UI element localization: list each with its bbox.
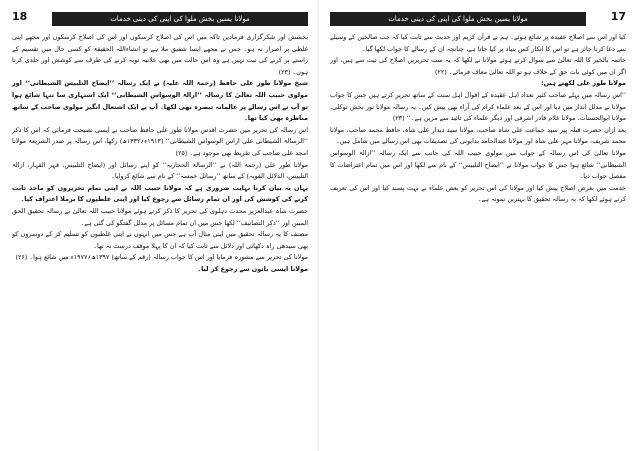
paragraph: مولانا تعالیٰ کی اس رسالہ کے جواب میں مولوی حبیب اللہ کی جانب سے ایک رسالہ ’’ازالۃ الوسواس الشیطانی‘‘ شائع ہوا جس کا جواب مولانا نے ’’ایضاح التلبیس‘‘ کے نام سے لکھا اور اس میں تمام اعتراضات کا مفصل جواب دیا۔ [330, 148, 626, 181]
left-page-header [12, 8, 308, 30]
paragraph: حضرت شاہ عبدالعزیز محدث دہلوی کی تحریر کا ذکر کرتے ہوئے مولانا حبیب اللہ تعالیٰ نے رسالہ تحقیق الحق المبین اور ’’ذکر التصانیف‘‘ لکھا جس میں ان تمام مسائل پر مدلل گفتگو کی گئی ہے۔ [12, 206, 308, 227]
book-gutter [317, 0, 319, 451]
paragraph: شیخ مولانا طور علی حافظ (رحمۃ اللہ علیہ) نے ایک رسالہ ’’ایضاح التلبیس الشیطانی‘‘ اور مولوی حبیب اللہ تعالیٰ کا رسالہ ’’ازالۃ الوسواس الشیطانی‘‘ ایک اشتہاری سا تنہا شائع ہوا تو آپ نے اس رسالے پر عالمانہ تبصرہ بھی لکھا۔ آپ نے ایک اشتعال انگیز مولوی صاحب کے ساتھ مناظرہ بھی کیا تھا۔ [12, 79, 308, 123]
paragraph: یہاں یہ بیان کرنا نہایت ضروری ہے کہ مولانا حبیب اللہ نے اپنی تمام تحریروں کو ماخذ ثابت کرنے کی کوشش کی اور ان تمام رسائل سے رجوع کیا اور اپنی غلطیوں کا برملا اعتراف کیا۔ [12, 183, 308, 204]
paragraph: بعد ازاں حضرت قبلہ پیر سید جماعت علی شاہ صاحب، مولانا سید دیدار علی شاہ، حافظ محمد صاحب، مولانا محمد شریف، مولانا مہر علی شاہ اور مولانا عبدالحامد بدایونی کی تصدیقات بھی اس رسالے میں شامل ہیں۔ [330, 125, 626, 146]
paragraph: مولانا کی تحریر سے مشورہ فرمایا اور اس کا جواب رسالہ (رقم کے ساتھ) ۱۳۹۷ھ؍۱۹۷۷ء میں شائع ہوا۔ (۲۶) [15, 253, 308, 262]
left-page [12, 8, 308, 444]
right-page [330, 8, 626, 444]
right-page-body [330, 32, 626, 444]
left-page-body [12, 32, 308, 444]
paragraph: کیا اور اس سے اصلاح عقیدہ پر شائع ہوئے۔ ہم نے قرآن کریم اور حدیث سے ثابت کیا کہ جب صالحین کے وسیلے سے دعا کرنا جائز ہے تو اس کا انکار کس بنیاد پر کیا جاتا ہے، چنانچہ ان کے رسالے کا جواب لکھا گیا۔ [330, 33, 626, 53]
right-running-header: مولانا یسین بخش ملوا کی اپنی کی دینی خدمات [330, 12, 586, 26]
paragraph: مصنف کا یہ رسالہ تحقیق میں اپنی مثال آپ ہے جس میں انہوں نے اپنی غلطیوں کو تسلیم کر کے دوسروں کو بھی سیدھی راہ دکھائی اور دلائل سے ثابت کیا کہ ان کا پہلا موقف درست نہ تھا۔ [12, 230, 308, 250]
paragraph: مولانا طور علی لکھتے ہیں: [541, 79, 626, 88]
paragraph: اس رسالہ کی تحریر میں حضرت اقدس مولانا طور علی حافظ صاحب نے ایسی نصیحت فرمائی کہ اس کا ذکر ’’الرسالۃ الشیطانی علی اراس الوسواس الشیطانی‘‘ (۱۹۱۳ء؍۱۳۳۲ھ) رکھا، اس رسالہ پر صدر الشریعۃ مولانا امجد علی صاحب کی تقریظ بھی موجود ہے۔ (۲۵) [12, 125, 308, 157]
right-page-number: 17 [610, 10, 626, 23]
paragraph: مولانا طور علی (رحمۃ اللہ) نے ’’الرسالۃ الحجازیہ‘‘ کو اپنے رسائل اور (ایضاح التلبیس، قہر القہار، ازالۃ التلبیس، الدلائل القویہ) کے ساتھ ’’رسائل خمسہ‘‘ کے نام سے شائع کروایا۔ [12, 160, 308, 181]
paragraph: بخشش اور شکرگزاری فرمادیں تاکہ میں اس کی اصلاح کرسکوں اور اس کی اصلاح کرسکوں اور مجھے اپنی غلطی پر اصرار نہ ہو۔ جس نے مجھے ایسا شفیق ملا ہے تو انشاءاللہ الحقیقۃ کو کسی حال میں تقسیم کے راستے پر کرنے کی نیت نہیں ہے وہ اس حالت میں بھی علانیہ توبہ کرنے کی طرف سے کوشش اور جلدی کرتا ہوں۔ (۲۳) [12, 33, 308, 76]
left-running-header: مولانا یسین بخش ملوا کی اپنی کی دینی خدمات [52, 12, 308, 26]
right-page-header [330, 8, 626, 30]
paragraph: مولانا ایسی باتوں سے رجوع کر لیا۔ [197, 264, 308, 273]
paragraph: خاتمہ بالخیر کا اللہ تعالیٰ سے سوال کرتے ہوئے مولانا نے لکھا کہ یہ سب تحریریں اصلاح کی نیت سے ہیں، اور اگر ان میں کوئی بات حق کے خلاف ہو تو اللہ تعالیٰ معاف فرمائے۔ (۲۲) [330, 56, 626, 76]
left-page-number: 18 [12, 10, 28, 23]
paragraph: خدمت میں بغرض اصلاح پیش کیا اور مولانا کی اس تحریر کو بعض علماء نے بہت پسند کیا اور اس کی تعریف کرتے ہوئے لکھا کہ یہ رسالہ تحقیق کا بہترین نمونہ ہے۔ [330, 183, 626, 204]
paragraph: ’’اس رسالہ میں پہلے صاحب کثیر تعداد اہل عقیدہ کے اقوال اہل سنت کے ساتھ تحریر کرتے ہیں جس کا جواب مولانا نے مدلل انداز میں دیا اور اس کے بعد علماء کرام کی آراء بھی پیش کیں۔ یہ رسالہ مولانا نور بخش توکلی، مولانا ابوالحسنات، مولانا غلام قادر اشرفی اور دیگر علماء کی تائید سے مزین ہے۔‘‘ (۲۳) [330, 90, 626, 123]
